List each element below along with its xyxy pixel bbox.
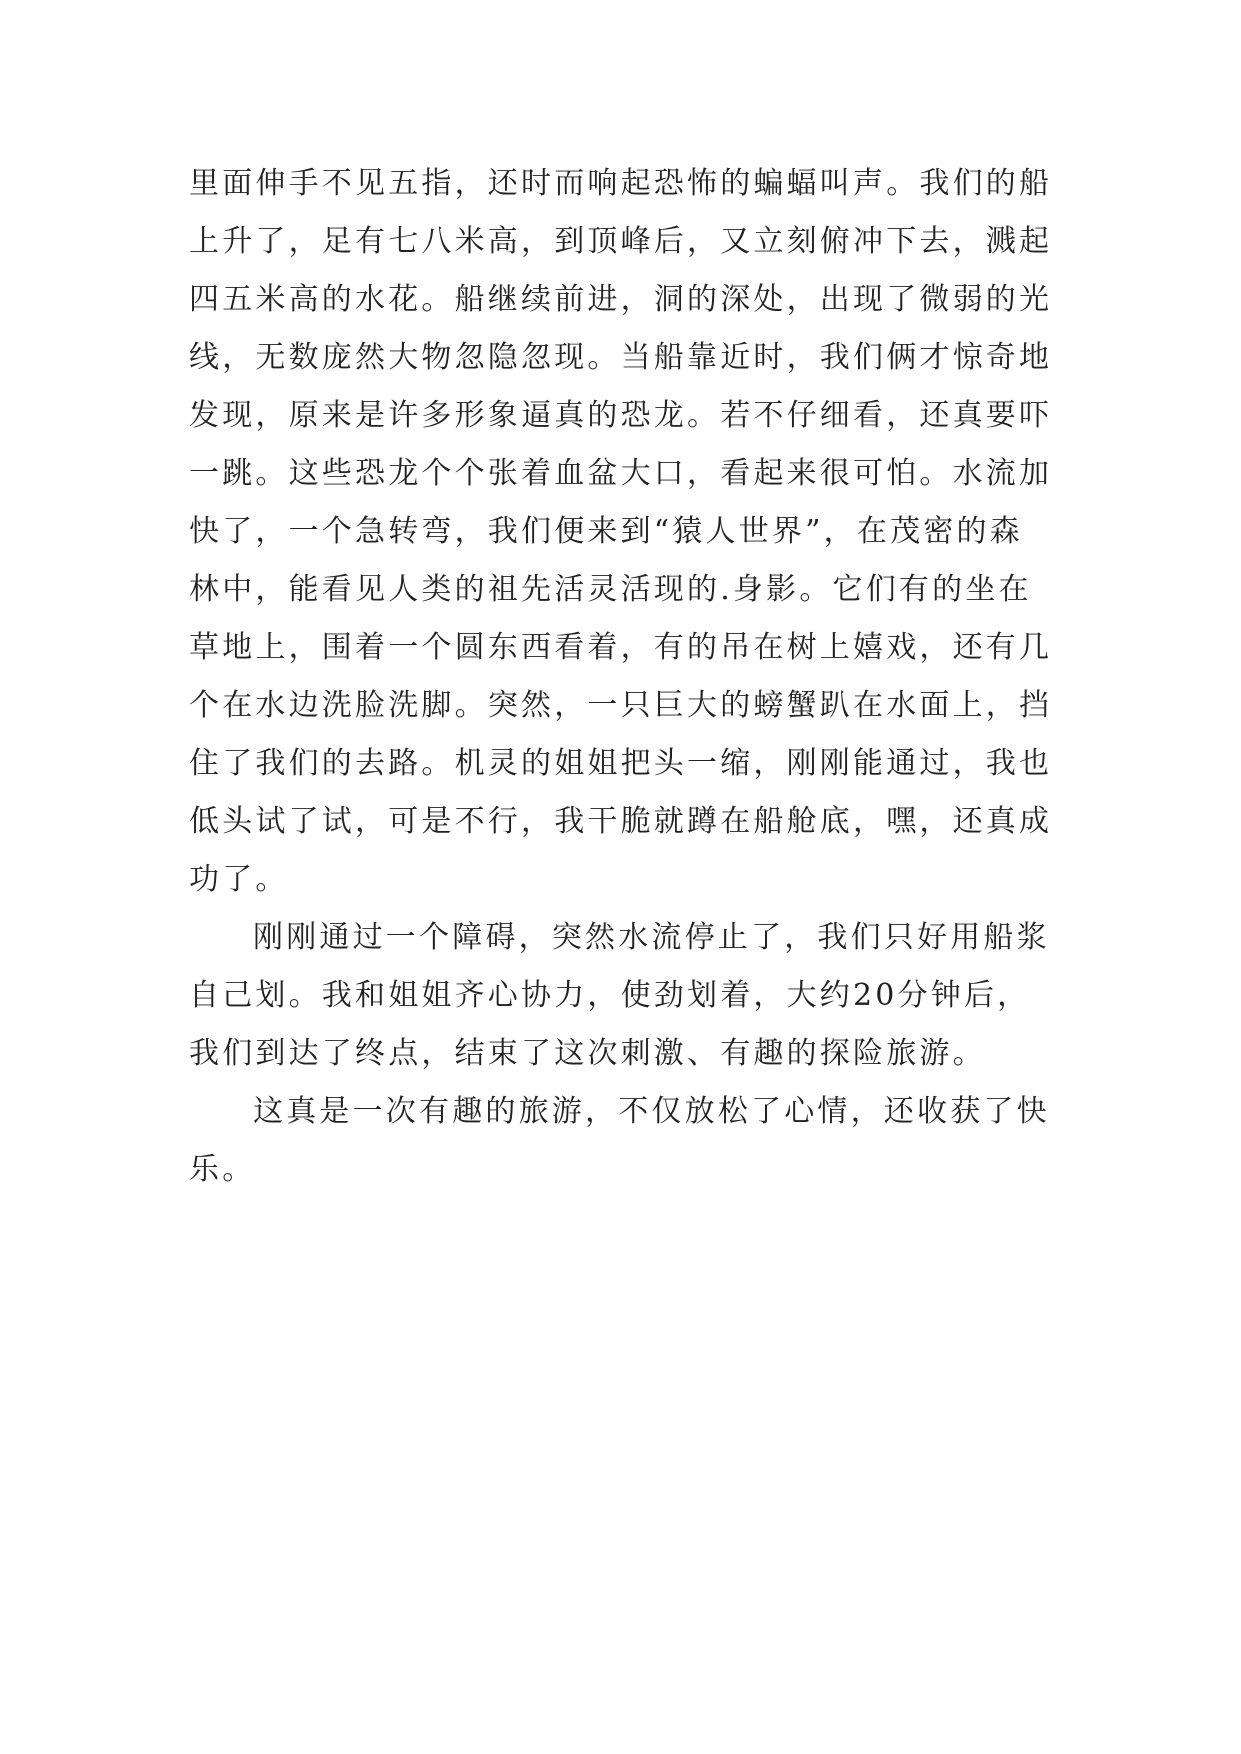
paragraph-line: 个在水边洗脸洗脚。突然，一只巨大的螃蟹趴在水面上，挡 (189, 688, 1053, 723)
paragraph-line: 功了。 (189, 862, 289, 897)
paragraph-line: 四五米高的水花。船继续前进，洞的深处，出现了微弱的光 (189, 282, 1053, 317)
paragraph-line: 住了我们的去路。机灵的姐姐把头一缩，刚刚能通过，我也 (189, 746, 1053, 781)
paragraph-line: 乐。 (189, 1152, 256, 1187)
paragraph-line: 线，无数庞然大物忽隐忽现。当船靠近时，我们俩才惊奇地 (189, 340, 1053, 375)
paragraph-1 (189, 155, 1051, 909)
paragraph-line: 林中，能看见人类的祖先活灵活现的.身影。它们有的坐在 (189, 572, 1032, 607)
paragraph-line: 自己划。我和姐姐齐心协力，使劲划着，大约20分钟后， (189, 978, 1031, 1013)
paragraph-line: 一跳。这些恐龙个个张着血盆大口，看起来很可怕。水流加 (189, 456, 1053, 491)
paragraph-line: 刚刚通过一个障碍，突然水流停止了，我们只好用船浆 (253, 920, 1050, 955)
paragraph-line: 这真是一次有趣的旅游，不仅放松了心情，还收获了快 (253, 1094, 1050, 1129)
paragraph-2 (189, 909, 1051, 1083)
paragraph-line: 低头试了试，可是不行，我干脆就蹲在船舱底，嘿，还真成 (189, 804, 1053, 839)
paragraph-3 (189, 1083, 1051, 1199)
paragraph-line: 上升了，足有七八米高，到顶峰后，又立刻俯冲下去，溅起 (189, 224, 1053, 259)
document-body (189, 155, 1051, 1199)
paragraph-line: 我们到达了终点，结束了这次刺激、有趣的探险旅游。 (189, 1036, 986, 1071)
paragraph-line: 里面伸手不见五指，还时而响起恐怖的蝙蝠叫声。我们的船 (189, 166, 1053, 201)
paragraph-line: 发现，原来是许多形象逼真的恐龙。若不仔细看，还真要吓 (189, 398, 1053, 433)
paragraph-line: 草地上，围着一个圆东西看着，有的吊在树上嬉戏，还有几 (189, 630, 1053, 665)
paragraph-line: 快了，一个急转弯，我们便来到“猿人世界”，在茂密的森 (189, 514, 1023, 549)
